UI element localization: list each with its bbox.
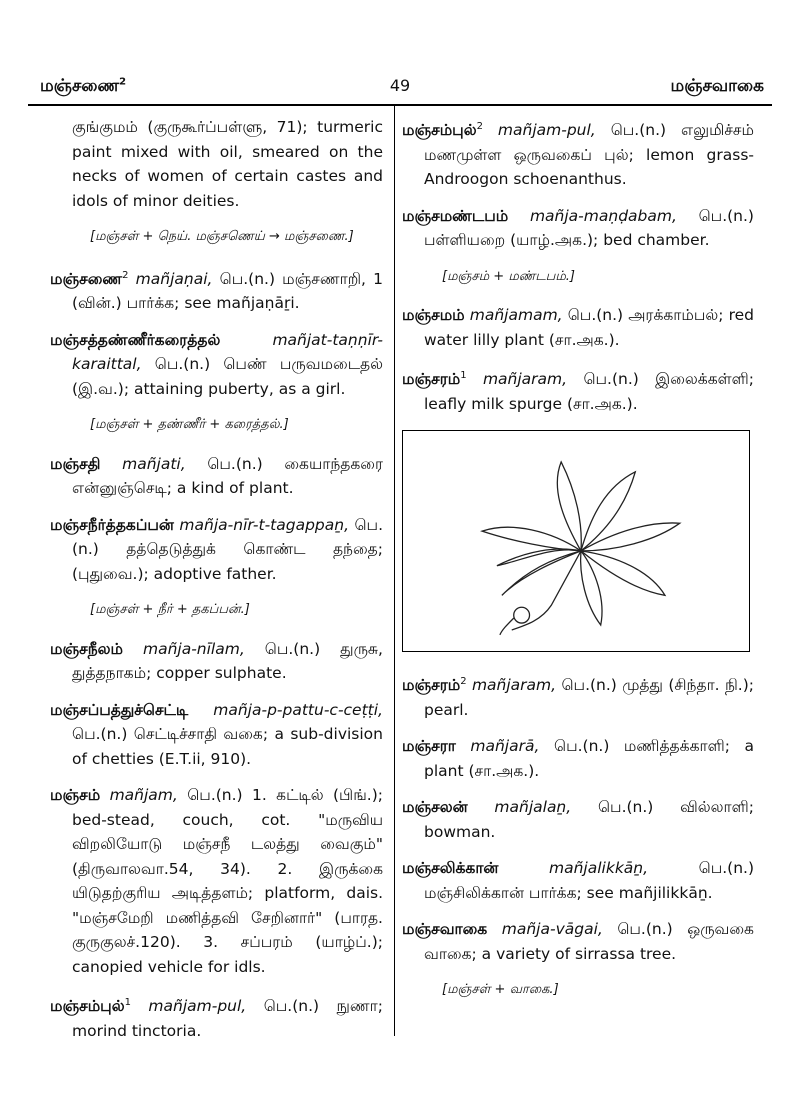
definition-text: குங்குமம் (குருகூர்ப்பள்ளு, 71); turmeric paint mixed with oil, smeared on the necks of women of certain castes and idols of minor deities. — [72, 118, 383, 210]
dictionary-entry — [50, 452, 383, 501]
transliteration: mañja-nīlam, — [142, 639, 245, 658]
transliteration: mañjaram, — [471, 676, 557, 695]
transliteration: mañjamam, — [469, 306, 563, 325]
dictionary-entry — [402, 303, 754, 352]
definition-text: பெ.(n.) செட்டிச்சாதி வகை; a sub-division of chetties (E.T.ii, 910). — [72, 725, 383, 768]
headword: மஞ்சமம் — [402, 306, 465, 325]
headword: மஞ்சமண்டபம் — [402, 206, 509, 225]
transliteration: mañjam, — [109, 786, 178, 805]
headword: மஞ்சம்புல் — [50, 997, 125, 1016]
transliteration: mañjaram, — [482, 370, 568, 389]
dictionary-entry — [50, 698, 383, 772]
homonym-number: 2 — [460, 676, 467, 688]
right-running-head: மஞ்சவாகை — [670, 76, 764, 96]
dictionary-entry — [50, 328, 383, 402]
etymology-note: [மஞ்சம் + மண்டபம்.] — [442, 268, 576, 284]
transliteration: mañjati, — [122, 454, 186, 473]
transliteration: mañja-vāgai, — [501, 920, 603, 939]
homonym-number: 2 — [122, 269, 129, 281]
definition-text: பெ.(n.) 1. கட்டில் (பிங்.); bed-stead, couch, cot. "மருவிய விறலியோடு மஞ்சநீ டலத்து வைகும்" (திருவாலவா.54, 34). 2. இருக்கை யிடுதற்குரிய அடித்தளம்; platform, dais. "மஞ்சமேறி மணித்தவி சேறினார்" (பாரத. குருகுலச்.120). 3. சப்பரம் (யாழ்ப்.); canopied vehicle for idls. — [72, 786, 383, 976]
definition-text: பெ.(n.) கையாந்தகரை என்னுஞ்செடி; a kind of plant. — [72, 454, 383, 498]
etymology-note: [மஞ்சள் + நெய். மஞ்சணெய் → மஞ்சணை.] — [90, 229, 354, 244]
definition-text: பெ.(n.) ஒருவகை வாகை; a variety of sirrassa tree. — [424, 920, 754, 963]
headword: மஞ்சதி — [50, 454, 101, 473]
headword: மஞ்சநீலம் — [50, 639, 123, 658]
transliteration: mañjam-pul, — [148, 997, 247, 1016]
transliteration: mañja-p-pattu-c-ceṭṭi, — [213, 700, 383, 719]
definition-text: பெ.(n.) வில்லாளி; bowman. — [424, 798, 754, 841]
definition-text: பெ.(n.) அரக்காம்பல்; red water lilly plant (சா.அக.). — [424, 306, 754, 349]
headword: மஞ்சவாகை — [402, 920, 488, 939]
dictionary-entry — [50, 991, 383, 1043]
headword: மஞ்சலிக்கான் — [402, 859, 499, 878]
right-column-bottom — [402, 670, 754, 1003]
transliteration: mañjam-pul, — [497, 121, 596, 140]
transliteration: mañjarā, — [470, 737, 540, 756]
dictionary-entry — [50, 115, 383, 213]
headword: மஞ்சலன் — [402, 798, 468, 817]
definition-text: பெ.(n.) இலைக்கள்ளி; leafly milk spurge (சா.அக.). — [424, 370, 754, 413]
plant-illustration — [402, 430, 750, 652]
headword: மஞ்சப்பத்துச்செட்டி — [50, 700, 189, 719]
transliteration: mañjalikkāṉ, — [549, 859, 649, 878]
homonym-number: 1 — [124, 997, 131, 1009]
column-divider — [394, 106, 395, 1036]
transliteration: mañjat-taṇṇīr-karaittal, — [72, 330, 383, 374]
left-running-head: மஞ்சணை$^2$ — [40, 76, 127, 96]
etymology-note: [மஞ்சள் + தண்ணீர் + கரைத்தல்.] — [90, 417, 289, 433]
dictionary-entry — [402, 795, 754, 844]
right-column — [402, 115, 754, 1017]
definition-text: பெ.(n.) மஞ்சணாறி, 1 (வின்.) பார்க்க; see mañjaṇāṟi. — [72, 269, 384, 313]
headword: மஞ்சத்தண்ணீர்கரைத்தல் — [50, 330, 221, 349]
homonym-number: 2 — [476, 121, 483, 132]
transliteration: mañja-nīr-t-tagappaṉ, — [179, 515, 349, 534]
dictionary-entry — [402, 204, 754, 253]
definition-text: பெ.(n.) துருசு, துத்தநாகம்; copper sulphate. — [72, 639, 383, 683]
headword: மஞ்சநீர்த்தகப்பன் — [50, 515, 174, 534]
transliteration: mañjalaṉ, — [494, 798, 572, 817]
dictionary-entry — [402, 115, 754, 192]
definition-text: பெ.(n.) எலுமிச்சம் மணமுள்ள ஒருவகைப் புல்; lemon grass- Androogon schoenanthus. — [424, 121, 754, 189]
definition-text: பெ.(n.) நுணா; morind tinctoria. — [72, 997, 383, 1040]
dictionary-entry — [50, 637, 383, 686]
dictionary-entry — [50, 513, 383, 587]
transliteration: mañja-maṇḍabam, — [529, 206, 677, 225]
right-column-top — [402, 115, 754, 416]
headword: மஞ்சரம் — [402, 676, 461, 695]
definition-text: பெ.(n.) பள்ளியறை (யாழ்.அக.); bed chamber. — [424, 206, 754, 250]
etymology-note: [மஞ்சள் + வாகை.] — [442, 982, 559, 998]
dictionary-entry — [402, 856, 754, 905]
definition-text: பெ.(n.) பெண் பருவமடைதல் (இ.வ.); attaining puberty, as a girl. — [72, 355, 383, 398]
definition-text: பெ.(n.) மணித்தக்காளி; a plant (சா.அக.). — [424, 737, 754, 780]
headword: மஞ்சம் — [50, 786, 101, 805]
headword: மஞ்சரம் — [402, 370, 461, 389]
transliteration: mañjaṇai, — [135, 269, 213, 288]
headword: மஞ்சணை — [50, 269, 123, 288]
definition-text: பெ.(n.) மஞ்சிலிக்கான் பார்க்க; see mañjilikkāṉ. — [424, 859, 754, 902]
headword: மஞ்சரா — [402, 737, 456, 756]
dictionary-entry — [402, 917, 754, 966]
page-number: 49 — [389, 76, 411, 95]
etymology-note: [மஞ்சள் + நீர் + தகப்பன்.] — [90, 602, 250, 618]
header-rule — [28, 104, 772, 106]
left-column — [50, 115, 383, 1055]
dictionary-entry — [50, 783, 383, 979]
dictionary-entry — [402, 364, 754, 416]
homonym-number: 1 — [460, 370, 467, 382]
dictionary-entry — [402, 670, 754, 722]
definition-text: பெ.(n.) தத்தெடுத்துக் கொண்ட தந்தை; (புதுவை.); adoptive father. — [72, 515, 383, 583]
headword: மஞ்சம்புல் — [402, 121, 477, 140]
definition-text: பெ.(n.) முத்து (சிந்தா. நி.); pearl. — [424, 676, 755, 719]
dictionary-entry — [402, 734, 754, 783]
leaf-icon — [403, 431, 749, 651]
page-header — [28, 72, 772, 102]
dictionary-entry — [50, 264, 383, 316]
